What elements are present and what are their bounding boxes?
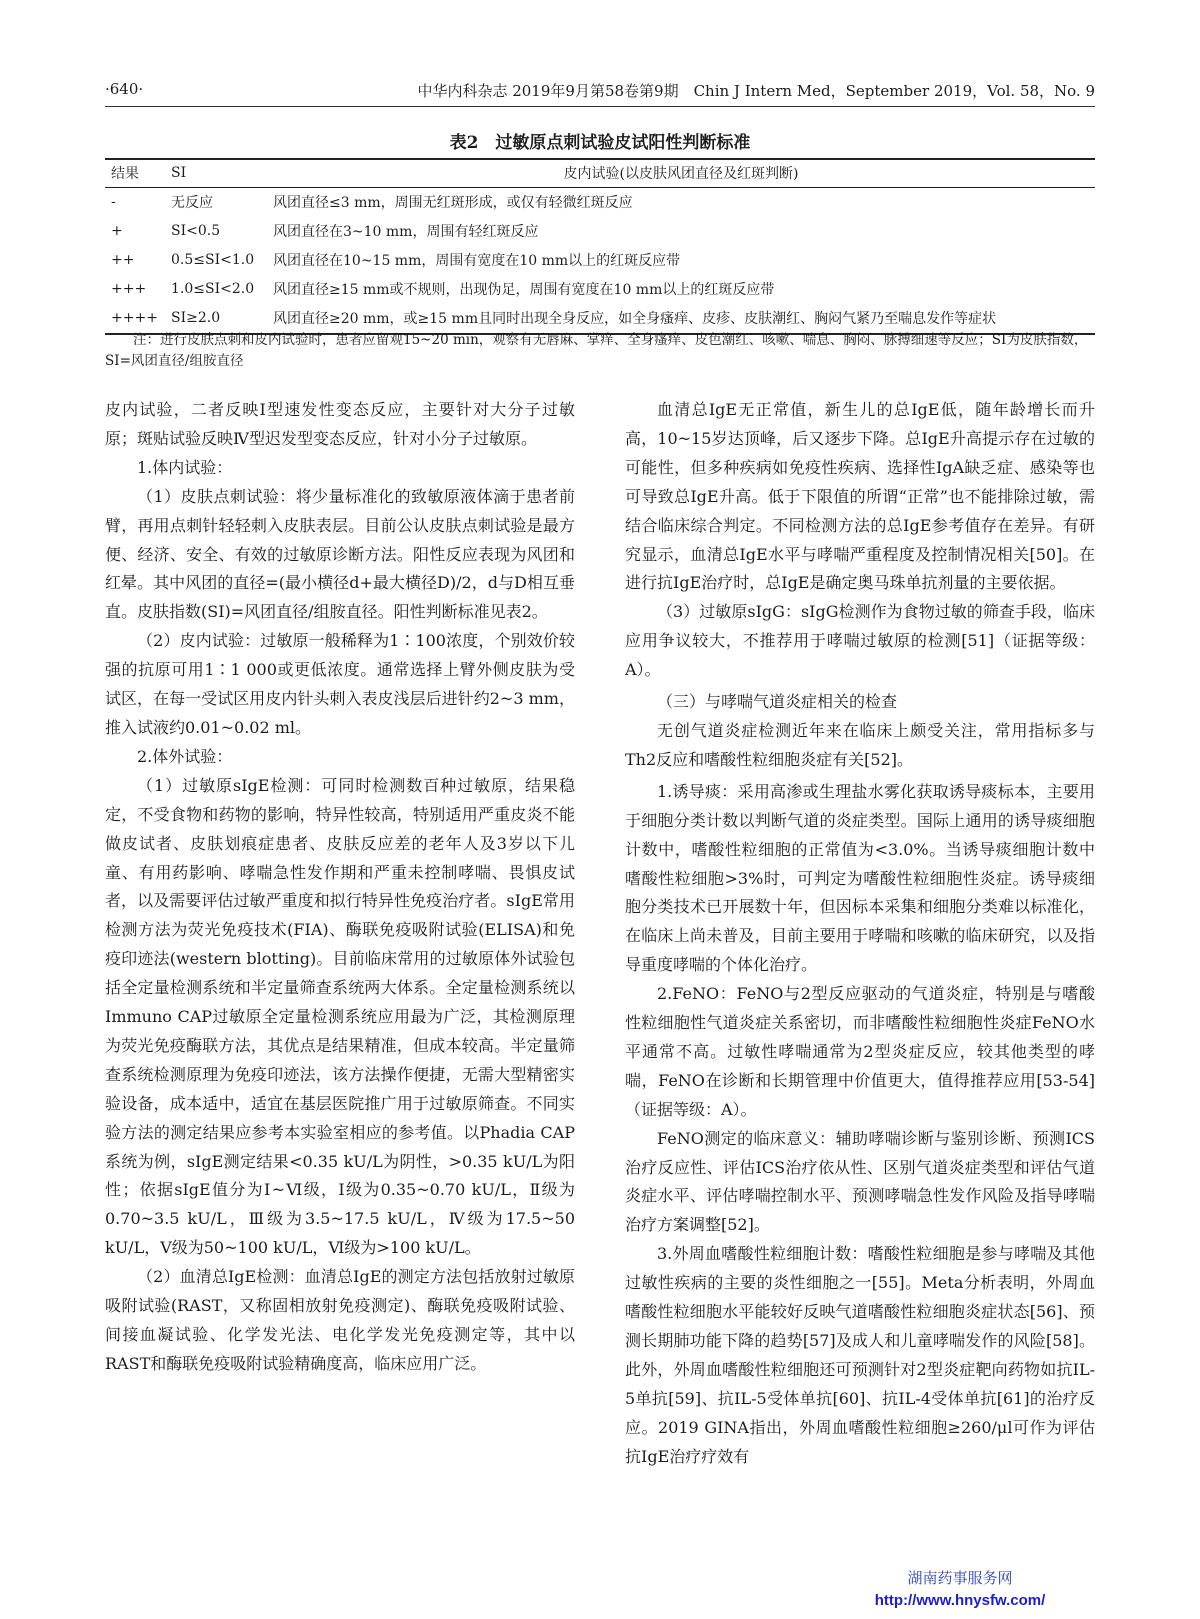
- table-cell: 风团直径≥15 mm或不规则，出现伪足，周围有宽度在10 mm以上的红斑反应带: [273, 282, 775, 298]
- table-cell: -: [111, 194, 116, 210]
- table-cell: 风团直径在10~15 mm，周围有宽度在10 mm以上的红斑反应带: [273, 253, 681, 269]
- right-column: [625, 396, 1095, 1472]
- table-header-intradermal: 皮内试验(以皮肤风团直径及红斑判断): [267, 159, 1095, 188]
- paragraph: 皮内试验，二者反映Ⅰ型速发性变态反应，主要针对大分子过敏原；斑贴试验反映Ⅳ型迟发型变态反应，针对小分子过敏原。: [105, 400, 575, 448]
- page-number: ·640·: [105, 80, 144, 98]
- paragraph: 3.外周血嗜酸性粒细胞计数：嗜酸性粒细胞是参与哮喘及其他过敏性疾病的主要的炎性细胞之一[55]。Meta分析表明，外周血嗜酸性粒细胞水平能较好反映气道嗜酸性粒细胞炎症状态[56]、预测长期肺功能下降的趋势[57]及成人和儿童哮喘发作的风险[58]。此外，外周血嗜酸性粒细胞还可预测针对2型炎症靶向药物如抗IL-5单抗[59]、抗IL-5受体单抗[60]、抗IL-4受体单抗[61]的治疗反应。2019 GINA指出，外周血嗜酸性粒细胞≥260/μl可作为评估抗IgE治疗疗效有: [625, 1244, 1095, 1466]
- paragraph: 无创气道炎症检测近年来在临床上颇受关注，常用指标多与Th2反应和嗜酸性粒细胞炎症有关[52]。: [625, 720, 1095, 769]
- paragraph: 血清总IgE无正常值，新生儿的总IgE低，随年龄增长而升高，10~15岁达顶峰，后又逐步下降。总IgE升高提示存在过敏的可能性，但多种疾病如免疫性疾病、选择性IgA缺乏症、感染等也可导致总IgE升高。低于下限值的所谓“正常”也不能排除过敏，需结合临床综合判定。不同检测方法的总IgE参考值存在差异。有研究显示，血清总IgE水平与哮喘严重程度及控制情况相关[50]。在进行抗IgE治疗时，总IgE是确定奥马珠单抗剂量的主要依据。: [625, 400, 1095, 593]
- watermark-site-name: 湖南药事服务网: [907, 1570, 1013, 1587]
- table-cell: SI<0.5: [171, 223, 221, 239]
- table-cell: 风团直径≥20 mm，或≥15 mm且同时出现全身反应，如全身瘙痒、皮疹、皮肤潮红、胸闷气紧乃至喘息发作等症状: [267, 304, 1095, 334]
- table-cell: +++: [111, 281, 147, 297]
- left-column: [105, 396, 575, 1379]
- watermark-url[interactable]: http://www.hnysfw.com/: [874, 1592, 1046, 1609]
- table-cell: 风团直径在3~10 mm，周围有轻红斑反应: [273, 224, 539, 240]
- table-cell: 无反应: [171, 195, 213, 211]
- watermark: [820, 1568, 1100, 1612]
- table-cell: ++: [111, 252, 135, 268]
- paragraph: （2）血清总IgE检测：血清总IgE的测定方法包括放射过敏原吸附试验(RAST，又称固相放射免疫测定)、酶联免疫吸附试验、间接血凝试验、化学发光法、电化学发光免疫测定等，其中以RAST和酶联免疫吸附试验精确度高，临床应用广泛。: [105, 1267, 575, 1373]
- table-title: 表2 过敏原点刺试验皮试阳性判断标准: [449, 133, 751, 153]
- section-heading: 2.体外试验：: [137, 746, 233, 766]
- table-note: 注：进行皮肤点刺和皮内试验时，患者应留观15~20 min，观察有无唇麻、掌痒、全身瘙痒、皮色潮红、咳嗽、喘息、胸闷、脉搏细速等反应；SI为皮肤指数，SI=风团直径/组胺直径: [105, 332, 1088, 369]
- section-heading: （三）与哮喘气道炎症相关的检查: [657, 692, 898, 712]
- paragraph: （1）皮肤点刺试验：将少量标准化的致敏原液体滴于患者前臂，再用点刺针轻轻刺入皮肤表层。目前公认皮肤点刺试验是最方便、经济、安全、有效的过敏原诊断方法。阳性反应表现为风团和红晕。其中风团的直径=(最小横径d+最大横径D)/2，d与D相互垂直。皮肤指数(SI)=风团直径/组胺直径。阳性判断标准见表2。: [105, 486, 575, 622]
- section-heading: 1.体内试验：: [137, 457, 233, 477]
- table-header-result: 结果: [105, 159, 165, 188]
- table-cell: 风团直径≤3 mm，周围无红斑形成，或仅有轻微红斑反应: [273, 195, 633, 211]
- paragraph: 1.诱导痰：采用高渗或生理盐水雾化获取诱导痰标本，主要用于细胞分类计数以判断气道的炎症类型。国际上通用的诱导痰细胞计数中，嗜酸性粒细胞的正常值为<3.0%。当诱导痰细胞计数中嗜酸性粒细胞>3%时，可判定为嗜酸性粒细胞性炎症。诱导痰细胞分类技术已开展数十年，但因标本采集和细胞分类难以标准化，在临床上尚未普及，目前主要用于哮喘和咳嗽的临床研究，以及指导重度哮喘的个体化治疗。: [625, 781, 1095, 975]
- criteria-table: [105, 158, 1095, 335]
- paragraph: （2）皮内试验：过敏原一般稀释为1∶100浓度，个别效价较强的抗原可用1∶1 000或更低浓度。通常选择上臂外侧皮肤为受试区，在每一受试区用皮内针头刺入表皮浅层后进针约2~3 mm，推入试液约0.01~0.02 ml。: [105, 631, 575, 737]
- table-cell: ++++: [105, 304, 165, 334]
- table-cell: +: [111, 223, 123, 239]
- table-cell: 1.0≤SI<2.0: [171, 281, 255, 297]
- paragraph: （3）过敏原sIgG：sIgG检测作为食物过敏的筛查手段，临床应用争议较大，不推荐用于哮喘过敏原的检测[51]（证据等级：A）。: [625, 602, 1095, 680]
- journal-citation: 中华内科杂志 2019年9月第58卷第9期 Chin J Intern Med，September 2019，Vol. 58，No. 9: [417, 82, 1095, 100]
- paragraph: （1）过敏原sIgE检测：可同时检测数百种过敏原，结果稳定，不受食物和药物的影响，特异性较高，特别适用严重皮炎不能做皮试者、皮肤划痕症患者、皮肤反应差的老年人及3岁以下儿童、有用药影响、哮喘急性发作期和严重未控制哮喘、畏惧皮试者，以及需要评估过敏严重度和拟行特异性免疫治疗者。sIgE常用检测方法为荧光免疫技术(FIA)、酶联免疫吸附试验(ELISA)和免疫印迹法(western blotting)。目前临床常用的过敏原体外试验包括全定量检测系统和半定量筛查系统两大体系。全定量检测系统以Immuno CAP过敏原全定量检测系统应用最为广泛，其检测原理为荧光免疫酶联方法，其优点是结果精准，但成本较高。半定量筛查系统检测原理为免疫印迹法，该方法操作便捷，无需大型精密实验设备，成本适中，适宜在基层医院推广用于过敏原筛查。不同实验方法的测定结果应参考本实验室相应的参考值。以Phadia CAP系统为例，sIgE测定结果<0.35 kU/L为阴性，>0.35 kU/L为阳性；依据sIgE值分为Ⅰ~Ⅵ级，Ⅰ级为0.35~0.70 kU/L，Ⅱ级为0.70~3.5 kU/L，Ⅲ级为3.5~17.5 kU/L，Ⅳ级为17.5~50 kU/L，Ⅴ级为50~100 kU/L，Ⅵ级为>100 kU/L。: [105, 775, 575, 1258]
- table-cell: SI≥2.0: [165, 304, 267, 334]
- table-row: [105, 188, 1095, 218]
- table-row: [105, 275, 1095, 304]
- table-header-row: [105, 159, 1095, 188]
- table-row: [105, 246, 1095, 275]
- running-header: [105, 76, 1095, 107]
- table-cell: 0.5≤SI<1.0: [171, 252, 255, 268]
- paragraph: 2.FeNO：FeNO与2型反应驱动的气道炎症，特别是与嗜酸性粒细胞性气道炎症关系密切，而非嗜酸性粒细胞性炎症FeNO水平通常不高。过敏性哮喘通常为2型炎症反应，较其他类型的哮喘，FeNO在诊断和长期管理中价值更大，值得推荐应用[53-54]（证据等级：A）。: [625, 984, 1095, 1119]
- paragraph: FeNO测定的临床意义：辅助哮喘诊断与鉴别诊断、预测ICS治疗反应性、评估ICS治疗依从性、区别气道炎症类型和评估气道炎症水平、评估哮喘控制水平、预测哮喘急性发作风险及指导哮喘治疗方案调整[52]。: [625, 1128, 1095, 1235]
- table-row: [105, 217, 1095, 246]
- table-header-si: SI: [165, 159, 267, 188]
